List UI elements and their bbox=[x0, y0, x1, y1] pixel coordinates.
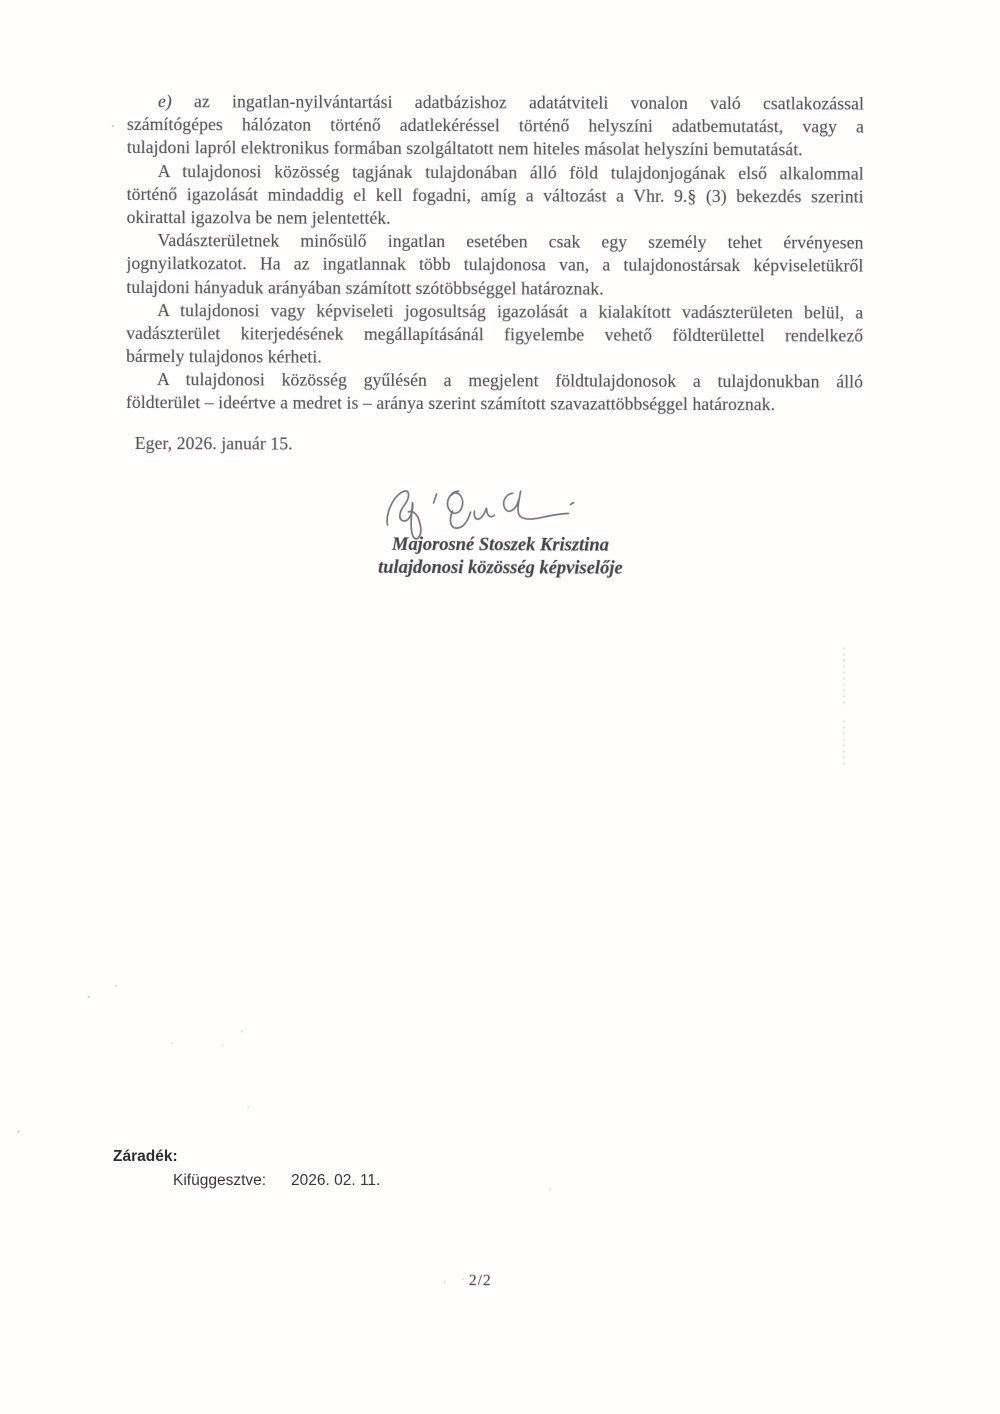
body-line: A tulajdonosi vagy képviseleti jogosultság igazolását a kialakított vadászterületen belül, a bbox=[157, 299, 864, 323]
signatory-role: tulajdonosi közösség képviselője bbox=[377, 557, 623, 579]
endorsement-heading: Záradék: bbox=[113, 1148, 178, 1165]
body-line: A tulajdonosi közösség gyűlésén a megjelent földtulajdonosok a tulajdonukban álló bbox=[156, 369, 864, 392]
list-marker-e: e) bbox=[157, 91, 172, 112]
endorsement-label: Kifüggesztve: bbox=[173, 1172, 267, 1189]
signatory-name: Majorosné Stoszek Krisztina bbox=[391, 534, 609, 556]
endorsement-date: 2026. 02. 11. bbox=[291, 1172, 381, 1189]
body-line: okirattal igazolva be nem jelentették. bbox=[126, 206, 391, 228]
body-line: történő igazolását mindaddig el kell fogadni, amíg a változást a Vhr. 9.§ (3) bekezdés szerinti bbox=[126, 183, 864, 207]
body-line: tulajdoni hányaduk arányában számított szótöbbséggel határoznak. bbox=[126, 276, 604, 299]
body-line-text: az ingatlan-nyilvántartási adatbázishoz adatátviteli vonalon való csatlakozással bbox=[171, 91, 864, 114]
page-number: 2/2 bbox=[468, 1272, 492, 1290]
body-line: vadászterület kiterjedésének megállapításánál figyelembe vehető földterülettel rendelkező bbox=[126, 322, 864, 346]
body-line: A tulajdonosi közösség tagjának tulajdonában álló föld tulajdonjogának első alkalommal bbox=[157, 160, 864, 184]
body-line: jognyilatkozatot. Ha az ingatlannak több tulajdonosa van, a tulajdonostársak képviseletükről bbox=[126, 253, 864, 276]
body-line: bármely tulajdonos kérheti. bbox=[126, 346, 322, 367]
body-line: számítógépes hálózaton történő adatlekéréssel történő helyszíni adatbemutatást, vagy a bbox=[126, 114, 864, 137]
dateline: Eger, 2026. január 15. bbox=[134, 432, 293, 454]
body-line: tulajdoni lapról elektronikus formában szolgáltatott nem hiteles másolat helyszíni bemutatását. bbox=[126, 137, 803, 160]
body-line: Vadászterületnek minősülő ingatlan esetében csak egy személy tehet érvényesen bbox=[157, 230, 864, 253]
body-line: földterület – ideértve a medret is – aránya szerint számított szavazattöbbséggel határoznak. bbox=[125, 392, 776, 415]
